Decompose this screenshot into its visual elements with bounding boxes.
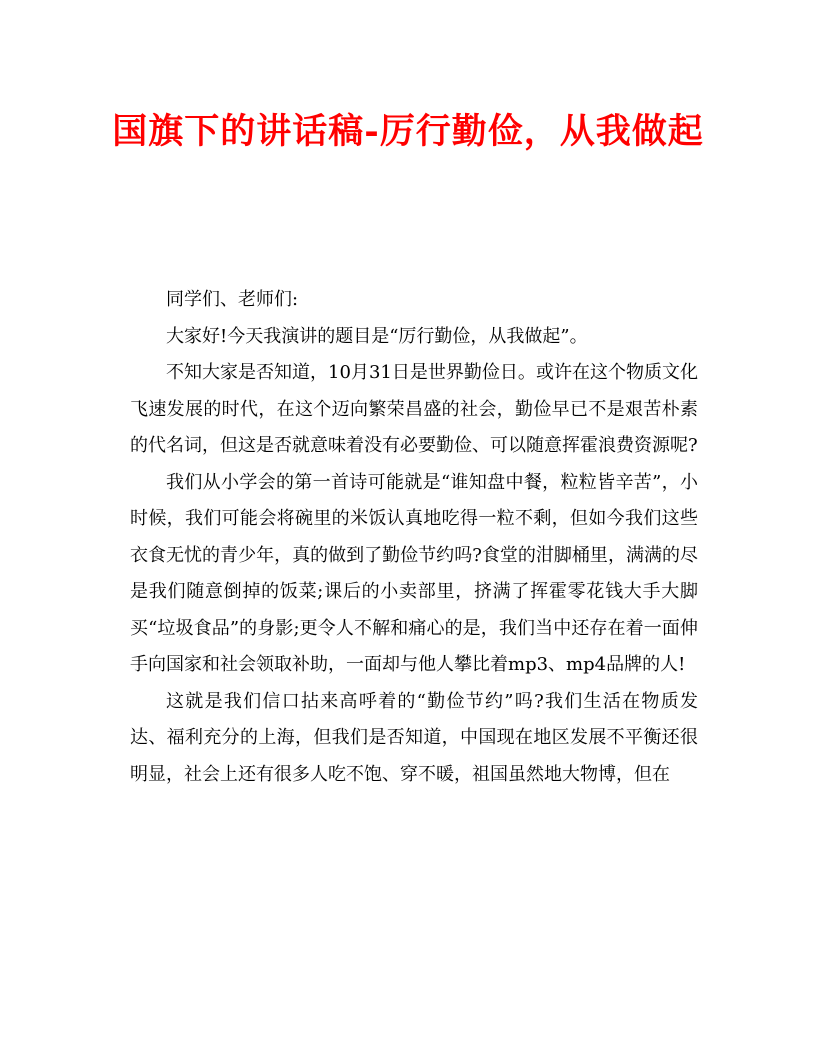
- paragraph-greeting: 同学们、老师们:: [166, 289, 299, 310]
- paragraph-intro: 大家好!今天我演讲的题目是“厉行勤俭，从我做起”。: [166, 325, 588, 347]
- paragraph-poem-waste: 我们从小学会的第一首诗可能就是“谁知盘中餐，粒粒皆辛苦”，小时候，我们可能会将碗里的米饭认真地吃得一粒不剩，但如今我们这些衣食无忧的青少年，真的做到了勤俭节约吗?食堂的泔脚桶里，满满的尽是我们随意倒掉的饭菜;课后的小卖部里，挤满了挥霍零花钱大手大脚买“垃圾食品”的身影;更令人不解和痛心的是，我们当中还存在着一面伸手向国家和社会领取补助，一面却与他人攀比着mp3、mp4品牌的人!: [130, 471, 698, 675]
- document-title: 国旗下的讲话稿-厉行勤俭，从我做起: [112, 111, 704, 152]
- document-body: [130, 282, 698, 793]
- paragraph-thrift-day: 不知大家是否知道，10月31日是世界勤俭日。或许在这个物质文化飞速发展的时代，在这个迈向繁荣昌盛的社会，勤俭早已不是艰苦朴素的代名词，但这是否就意味着没有必要勤俭、可以随意挥霍浪费资源呢?: [130, 362, 698, 456]
- paragraph-reflection: 这就是我们信口拈来高呼着的“勤俭节约”吗?我们生活在物质发达、福利充分的上海，但我们是否知道，中国现在地区发展不平衡还很明显，社会上还有很多人吃不饱、穿不暖，祖国虽然地大物博，但在: [130, 690, 698, 785]
